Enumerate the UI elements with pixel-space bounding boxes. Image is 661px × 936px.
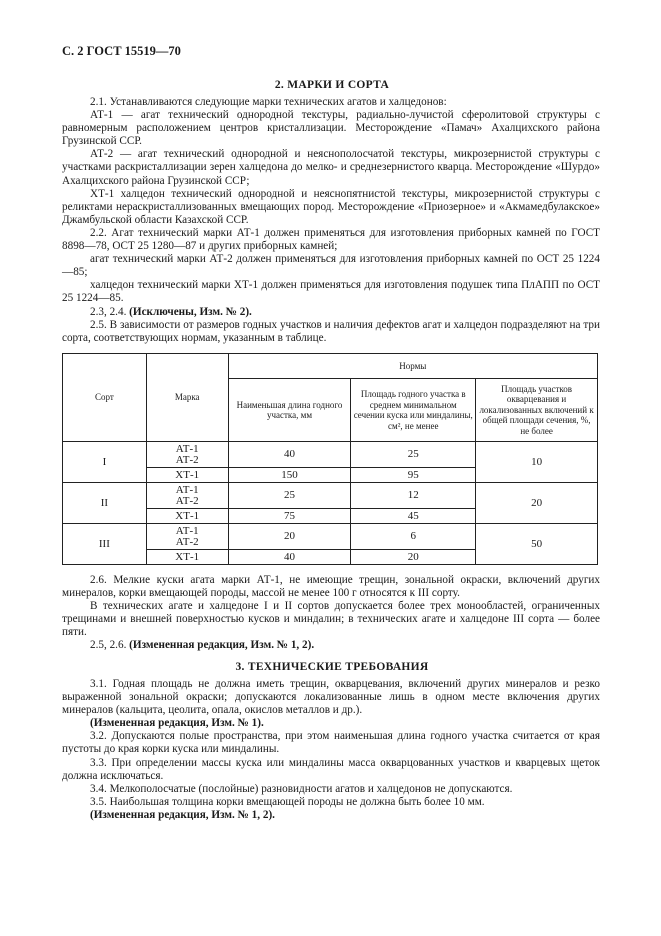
- cell-marka: АТ-1 АТ-2: [146, 442, 228, 468]
- paragraph-xt1: ХТ-1 халцедон технический однородной и неяснопятнистой текстуры, микрозернистой структуры с реликтами нераскристаллизованных вмещающих пород. Месторождение «Приозерное» и «Акмамедбулакское» Джамбульской области Казахской ССР.: [62, 187, 600, 226]
- cell-area: 25: [351, 442, 476, 468]
- norms-table: [62, 353, 598, 565]
- paragraph-3-5: 3.5. Наибольшая толщина корки вмещающей породы не должна быть более 10 мм.: [90, 795, 485, 808]
- note-2-5-2-6-prefix: 2.5, 2.6.: [90, 639, 127, 652]
- note-3-5: (Измененная редакция, Изм. № 1, 2).: [90, 808, 275, 821]
- paragraph-3-4: 3.4. Мелкополосчатые (послойные) разновидности агатов и халцедонов не допускаются.: [90, 782, 513, 795]
- cell-percent: 10: [476, 442, 598, 483]
- paragraph-2-1: 2.1. Устанавливаются следующие марки технических агатов и халцедонов:: [90, 96, 447, 108]
- paragraph-at1: АТ-1 — агат технический однородной текстуры, радиально-лучистой сферолитовой структуры с равномерным расположением центров кристаллизации. Месторождение «Памач» Ахалцихского района Грузинской ССР.: [62, 109, 600, 148]
- paragraph-2-2: 2.2. Агат технический марки АТ-1 должен применяться для изготовления приборных камней по ГОСТ 8898—78, ОСТ 25 1280—87 и других приборных камней;: [62, 226, 600, 253]
- cell-sort: II: [63, 483, 147, 524]
- note-2-3-2-4: [62, 306, 600, 319]
- page-header: С. 2 ГОСТ 15519—70: [62, 44, 181, 58]
- cell-area: 6: [351, 524, 476, 550]
- section-3-body: [62, 678, 600, 822]
- cell-marka: АТ-1 АТ-2: [146, 524, 228, 550]
- paragraph-2-6-b: В технических агате и халцедоне I и II сортов допускается более трех монообластей, ограниченных трещинами и внешней поверхностью кусков и миндалин; в технических агате и халцедоне III сорта — более пяти.: [62, 600, 600, 639]
- cell-area: 20: [351, 550, 476, 565]
- cell-marka: ХТ-1: [146, 509, 228, 524]
- header-marka: Марка: [146, 354, 228, 442]
- cell-length: 25: [228, 483, 351, 509]
- table-row: [63, 442, 598, 468]
- header-min-length: Наименьшая длина годного участка, мм: [228, 379, 351, 442]
- paragraph-2-6: 2.6. Мелкие куски агата марки АТ-1, не имеющие трещин, зональной окраски, включений других минералов, корки вмещающей породы, массой не менее 100 г относятся к III сорту.: [62, 574, 600, 600]
- note-2-5-2-6-text: (Измененная редакция, Изм. № 1, 2).: [129, 639, 315, 652]
- paragraph-2-2-xt1: халцедон технический марки ХТ-1 должен применяться для изготовления подушек типа ПлАПП по ОСТ 25 1224—85.: [62, 279, 600, 305]
- note-2-3-2-4-prefix: 2.3, 2.4.: [90, 305, 127, 318]
- cell-length: 150: [228, 468, 351, 483]
- after-table-body: [62, 574, 600, 653]
- section-3-title: 3. ТЕХНИЧЕСКИЕ ТРЕБОВАНИЯ: [235, 661, 429, 673]
- cell-marka: ХТ-1: [146, 550, 228, 565]
- paragraph-at2: АТ-2 — агат технический однородной и неяснополосчатой текстуры, микрозернистой структуры с участками раскристаллизации зерен халцедона до мелко- и среднезернистого кварца. Месторождение «Шурдо» Ахалцихского района Грузинской ССР;: [62, 148, 600, 187]
- cell-area: 45: [351, 509, 476, 524]
- cell-sort: I: [63, 442, 147, 483]
- cell-sort: III: [63, 524, 147, 565]
- cell-length: 40: [228, 550, 351, 565]
- paragraph-3-3: 3.3. При определении массы куска или миндалины масса окварцованных участков и кварцевых щеток должна исключаться.: [62, 756, 600, 782]
- note-2-3-2-4-text: (Исключены, Изм. № 2).: [129, 305, 252, 318]
- header-sort: Сорт: [63, 354, 147, 442]
- note-3-1: (Измененная редакция, Изм. № 1).: [90, 717, 264, 730]
- table-row: [63, 483, 598, 509]
- section-2-body: [62, 96, 600, 345]
- note-2-5-2-6: [62, 639, 600, 652]
- header-normy: Нормы: [228, 354, 597, 379]
- table-row: [63, 524, 598, 550]
- paragraph-2-2-at2: агат технический марки АТ-2 должен применяться для изготовления приборных камней по ОСТ 25 1224—85;: [62, 253, 600, 279]
- header-percent: Площадь участков окварцевания и локализованных включений к общей площади сечения, %, не более: [476, 379, 598, 442]
- cell-percent: 20: [476, 483, 598, 524]
- header-area: Площадь годного участка в среднем минимальном сечении куска или миндалины, см², не менее: [351, 379, 476, 442]
- cell-percent: 50: [476, 524, 598, 565]
- cell-marka: АТ-1 АТ-2: [146, 483, 228, 509]
- cell-length: 40: [228, 442, 351, 468]
- cell-length: 20: [228, 524, 351, 550]
- section-2-title: 2. МАРКИ И СОРТА: [274, 79, 390, 91]
- cell-area: 95: [351, 468, 476, 483]
- cell-length: 75: [228, 509, 351, 524]
- paragraph-3-2: 3.2. Допускаются полые пространства, при этом наименьшая длина годного участка считается от края пустоты до края корки куска или миндалины.: [62, 730, 600, 756]
- cell-area: 12: [351, 483, 476, 509]
- paragraph-3-1: 3.1. Годная площадь не должна иметь трещин, окварцевания, включений других минералов и резко выраженной зональной окраски; допускаются локализованные лишь в одном месте включения других минералов (кальцита, цеолита, опала, окислов металлов и др.).: [62, 678, 600, 717]
- paragraph-2-5: 2.5. В зависимости от размеров годных участков и наличия дефектов агат и халцедон подразделяют на три сорта, соответствующих нормам, указанным в таблице.: [62, 318, 600, 344]
- cell-marka: ХТ-1: [146, 468, 228, 483]
